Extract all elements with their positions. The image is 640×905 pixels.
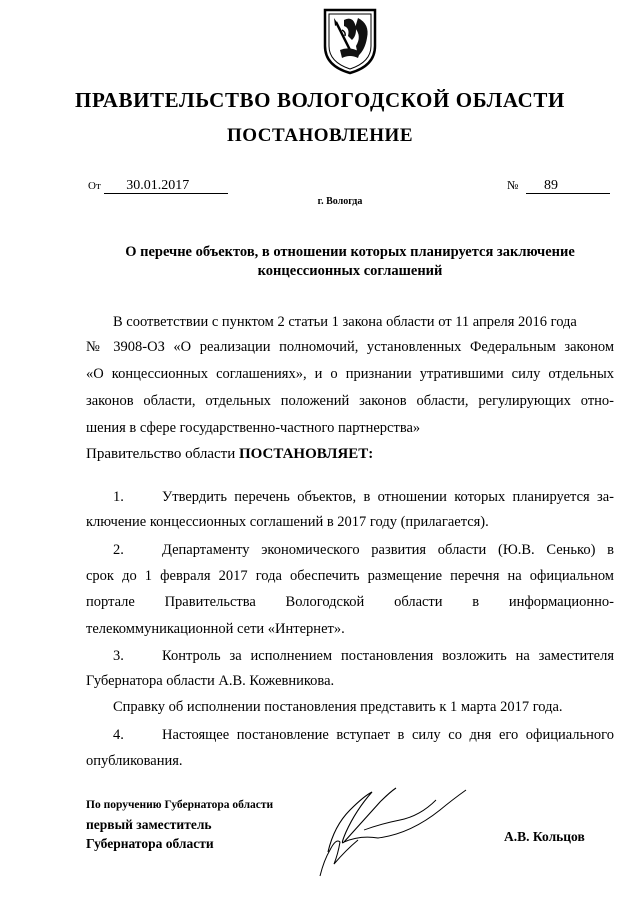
number-value: 89: [526, 179, 610, 194]
position-line: Губернатора области: [86, 836, 214, 851]
handwritten-signature: [300, 780, 480, 880]
item-word: Правительства: [164, 594, 256, 610]
item-number: 4.: [113, 727, 124, 743]
item-word: в: [472, 594, 480, 610]
decree-word: ПОСТАНОВЛЯЕТ:: [238, 446, 374, 462]
position-line: первый заместитель: [86, 817, 212, 832]
signatory-position: [86, 796, 273, 853]
date-value: 30.01.2017: [104, 179, 228, 194]
item-line: Утвердить перечень объектов, в отношении которых планируется за-: [162, 489, 614, 505]
preamble-line: шения в сфере государственно-частного партнерства»: [86, 420, 421, 436]
decree-prefix: Правительство области: [86, 446, 239, 462]
item-word: информационно-: [508, 594, 614, 610]
item-line: Настоящее постановление вступает в силу со дня его официального: [162, 727, 614, 743]
preamble-line: № 3908-ОЗ «О реализации полномочий, установленных Федеральным законом: [86, 339, 614, 355]
signatory-name: А.В. Кольцов: [504, 829, 585, 844]
document-number: [507, 178, 610, 194]
item-line: опубликования.: [86, 753, 183, 769]
item-line: ключение концессионных соглашений в 2017 году (прилагается).: [86, 514, 489, 530]
date-label: От: [88, 180, 101, 192]
item-line: телекоммуникационной сети «Интернет».: [86, 621, 345, 637]
item-number: 3.: [113, 648, 124, 664]
subject-line: концессионных соглашений: [257, 263, 443, 279]
document-subject: [60, 243, 640, 281]
number-label: №: [507, 178, 519, 192]
item-word: области: [394, 594, 443, 610]
item-word: Вологодской: [285, 594, 365, 610]
organization-title: ПРАВИТЕЛЬСТВО ВОЛОГОДСКОЙ ОБЛАСТИ: [75, 88, 565, 112]
item-number: 1.: [113, 489, 124, 505]
item-line: Контроль за исполнением постановления возложить на заместителя: [162, 648, 614, 664]
coat-of-arms-icon: [322, 6, 378, 76]
document-date: [88, 178, 228, 194]
document-type: ПОСТАНОВЛЕНИЕ: [226, 125, 414, 146]
decree-line: [86, 446, 614, 463]
item-line: [86, 594, 614, 611]
item-number: 2.: [113, 542, 124, 558]
item-line: Справку об исполнении постановления представить к 1 марта 2017 года.: [113, 699, 563, 715]
preamble-line: В соответствии с пунктом 2 статьи 1 закона области от 11 апреля 2016 года: [113, 314, 577, 330]
item-line: Департаменту экономического развития области (Ю.В. Сенько) в: [162, 542, 614, 558]
item-line: срок до 1 февраля 2017 года обеспечить размещение перечня на официальном: [86, 568, 614, 584]
preamble-line: законов области, отдельных положений законов области, регулирующих отно-: [86, 393, 614, 409]
item-word: портале: [86, 594, 135, 610]
city: г. Вологда: [317, 196, 363, 207]
preamble-line: «О концессионных соглашениях», и о признании утратившими силу отдельных: [86, 366, 614, 382]
item-line: Губернатора области А.В. Кожевникова.: [86, 673, 335, 689]
by-order-line: По поручению Губернатора области: [86, 799, 274, 811]
subject-line: О перечне объектов, в отношении которых планируется заключение: [125, 244, 575, 260]
